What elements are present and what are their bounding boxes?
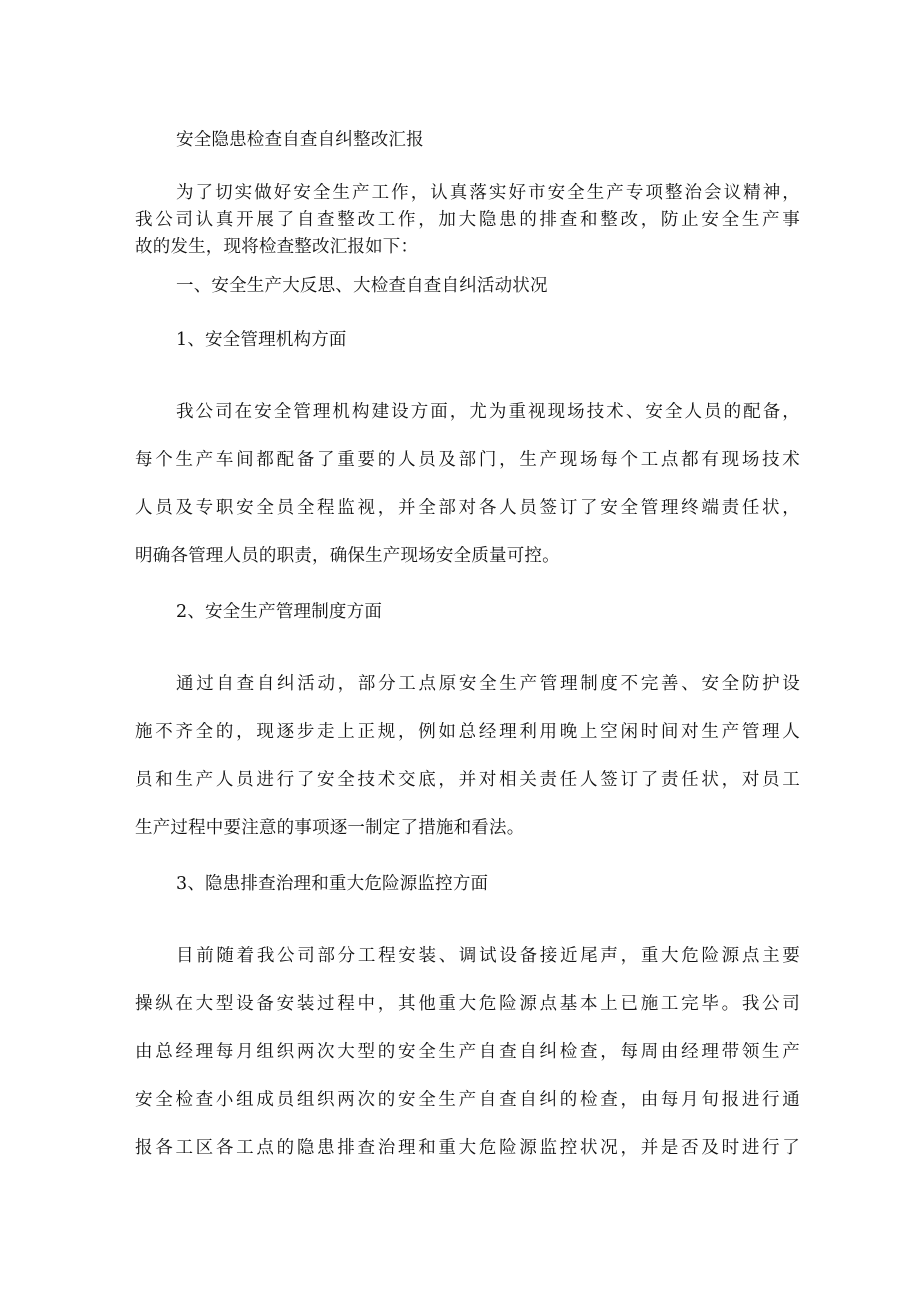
intro-line-1: 为了切实做好安全生产工作，认真落实好市安全生产专项整治会议精神， [176, 183, 800, 203]
item3-line-5: 报各工区各工点的隐患排查治理和重大危险源监控状况，并是否及时进行了 [135, 1138, 800, 1158]
item1-line-1: 我公司在安全管理机构建设方面，尤为重视现场技术、安全人员的配备， [176, 402, 800, 422]
item3-heading: 3、隐患排查治理和重大危险源监控方面 [176, 874, 489, 894]
item2-heading: 2、安全生产管理制度方面 [176, 602, 383, 622]
item2-line-1: 通过自查自纠活动，部分工点原安全生产管理制度不完善、安全防护设 [176, 674, 800, 694]
item3-line-3: 由总经理每月组织两次大型的安全生产自查自纠检查，每周由经理带领生产 [135, 1042, 800, 1062]
item3-line-2: 操纵在大型设备安装过程中，其他重大危险源点基本上已施工完毕。我公司 [135, 994, 800, 1014]
intro-line-3: 故的发生，现将检查整改汇报如下： [135, 237, 419, 257]
section-heading: 一、安全生产大反思、大检查自查自纠活动状况 [176, 276, 548, 296]
item2-line-4: 生产过程中要注意的事项逐一制定了措施和看法。 [135, 818, 525, 838]
item1-line-4: 明确各管理人员的职责，确保生产现场安全质量可控。 [135, 546, 560, 566]
intro-line-2: 我公司认真开展了自查整改工作，加大隐患的排查和整改，防止安全生产事 [135, 210, 800, 230]
item3-line-4: 安全检查小组成员组织两次的安全生产自查自纠的检查，由每月旬报进行通 [135, 1090, 800, 1110]
item2-line-3: 员和生产人员进行了安全技术交底，并对相关责任人签订了责任状，对员工 [135, 770, 800, 790]
item1-line-2: 每个生产车间都配备了重要的人员及部门，生产现场每个工点都有现场技术 [135, 450, 800, 470]
item1-heading: 1、安全管理机构方面 [176, 330, 347, 350]
item3-line-1: 目前随着我公司部分工程安装、调试设备接近尾声，重大危险源点主要 [176, 946, 800, 966]
item2-line-2: 施不齐全的，现逐步走上正规，例如总经理利用晚上空闲时间对生产管理人 [135, 722, 800, 742]
document-title: 安全隐患检查自查自纠整改汇报 [176, 130, 424, 150]
item1-line-3: 人员及专职安全员全程监视，并全部对各人员签订了安全管理终端责任状， [135, 498, 800, 518]
